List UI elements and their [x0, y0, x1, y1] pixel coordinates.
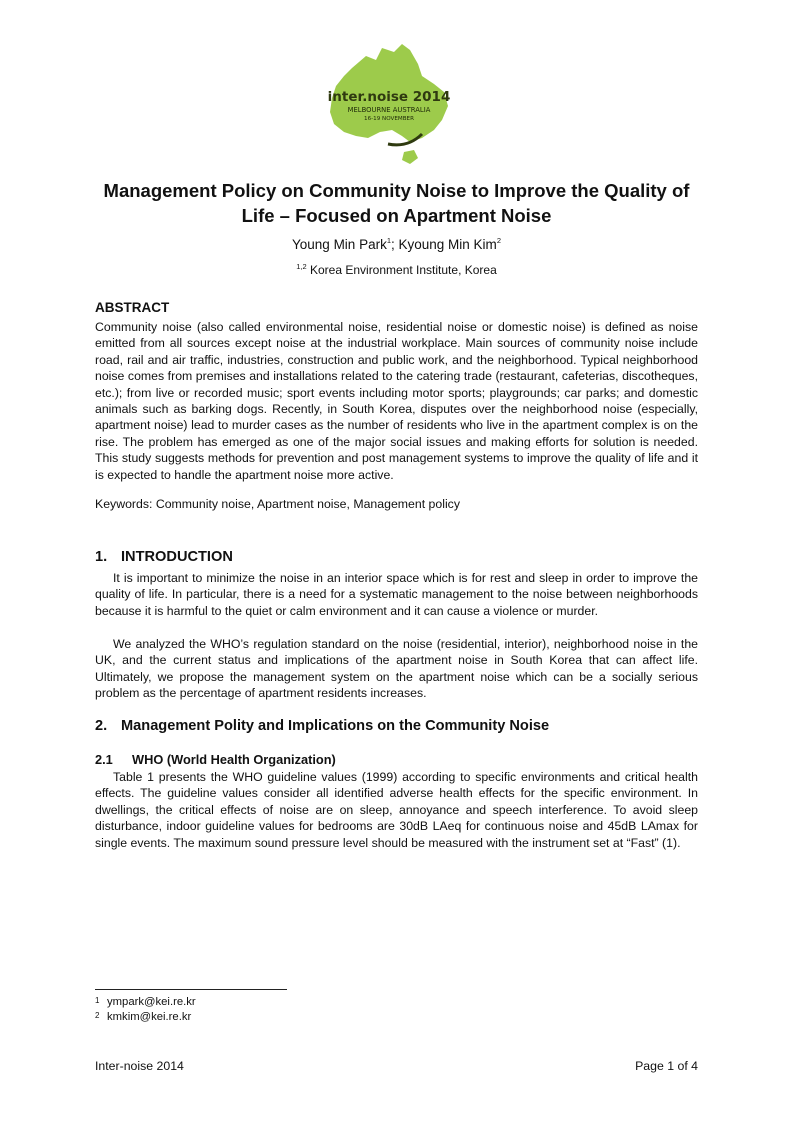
- footnote-email[interactable]: ympark@kei.re.kr: [107, 996, 196, 1008]
- section-number: 1.: [95, 549, 108, 565]
- section-title: Management Polity and Implications on the Community Noise: [121, 718, 550, 734]
- abstract-heading: ABSTRACT: [95, 300, 170, 315]
- affiliation-text: Korea Environment Institute, Korea: [306, 263, 497, 277]
- tasmania-shape: [402, 150, 418, 164]
- logo-name: inter.noise 2014: [327, 89, 451, 105]
- footnote-email[interactable]: kmkim@kei.re.kr: [107, 1011, 192, 1023]
- author-line: [0, 237, 793, 252]
- keywords: Keywords: Community noise, Apartment noise, Management policy: [95, 497, 460, 511]
- affiliation-line: [0, 263, 793, 277]
- author-name: Kyoung Min Kim: [398, 237, 497, 252]
- author-affiliation-mark: 1: [386, 236, 391, 245]
- subsection-heading-who: [95, 752, 336, 767]
- footnote-mark: 2: [95, 1011, 100, 1020]
- abstract-text: Community noise (also called environmental noise, residential noise or domestic noise) is defined as noise emitted from all sources except noise at the industrial workplace. Main sources of community noise include road, rail and air traffic, industries, construction and public work, and the neighborhood. Typical neighborhood noise comes from premises and installations related to the catering trade (restaurant, cafeterias, discotheques, etc.); from live or recorded music; sport events including motor sports; playgrounds; car parks; and domestic animals such as barking dogs. Recently, in South Korea, disputes over the neighborhood noise (especially, apartment noise) lead to murder cases as the number of residents who live in the apartment complex is on the rise. The problem has emerged as one of the major social issues and making efforts for solution is needed. This study suggests methods for prevention and post management systems to improve the quality of life and it is expected to handle the apartment noise more active.: [95, 320, 698, 482]
- section-title: INTRODUCTION: [121, 549, 233, 565]
- subsection-title: WHO (World Health Organization): [132, 752, 336, 767]
- logo-dates: 16-19 NOVEMBER: [364, 116, 414, 122]
- paragraph: It is important to minimize the noise in an interior space which is for rest and sleep in order to improve the quality of life. In particular, there is a need for a systematic management to the noise between neighborhoods because it is harmful to the quiet or calm environment and it can cause a violence or murder.: [95, 571, 698, 618]
- subsection-number: 2.1: [95, 752, 113, 767]
- footnote: [95, 996, 196, 1008]
- author-affiliation-mark: 2: [496, 236, 501, 245]
- logo-location: MELBOURNE AUSTRALIA: [347, 106, 431, 114]
- section-heading-introduction: [95, 549, 233, 565]
- footer-page-number: Page 1 of 4: [635, 1059, 698, 1073]
- paragraph: Table 1 presents the WHO guideline values (1999) according to specific environments and critical health effects. The guideline values consider all identified adverse health effects for the specific environment. In dwellings, the critical effects of noise are on sleep, annoyance and speech interference. To avoid sleep disturbance, indoor guideline values for bedrooms are 30dB LAeq for continuous noise and 45dB LAmax for single events. The maximum sound pressure level should be measured with the instrument set at “Fast” (1).: [95, 770, 698, 850]
- section-number: 2.: [95, 718, 108, 734]
- paragraph: We analyzed the WHO’s regulation standard on the noise (residential, interior), neighborhood noise in the UK, and the current status and implications of the apartment noise in South Korea that can affect life. Ultimately, we propose the management system on the apartment noise which can be a socially serious problem as the percentage of apartment residents increases.: [95, 637, 698, 701]
- paper-title: Management Policy on Community Noise to Improve the Quality of Life – Focused on Apartment Noise: [103, 180, 690, 226]
- footnote-divider: [95, 989, 287, 990]
- conference-logo: [322, 40, 456, 170]
- footer-conference: Inter-noise 2014: [95, 1059, 184, 1073]
- author-name: Young Min Park: [292, 237, 387, 252]
- section-heading-management: [95, 718, 549, 734]
- affiliation-mark: 1,2: [296, 262, 307, 271]
- footnote: [95, 1011, 191, 1023]
- author-separator: ;: [391, 237, 399, 252]
- footnote-mark: 1: [95, 996, 100, 1005]
